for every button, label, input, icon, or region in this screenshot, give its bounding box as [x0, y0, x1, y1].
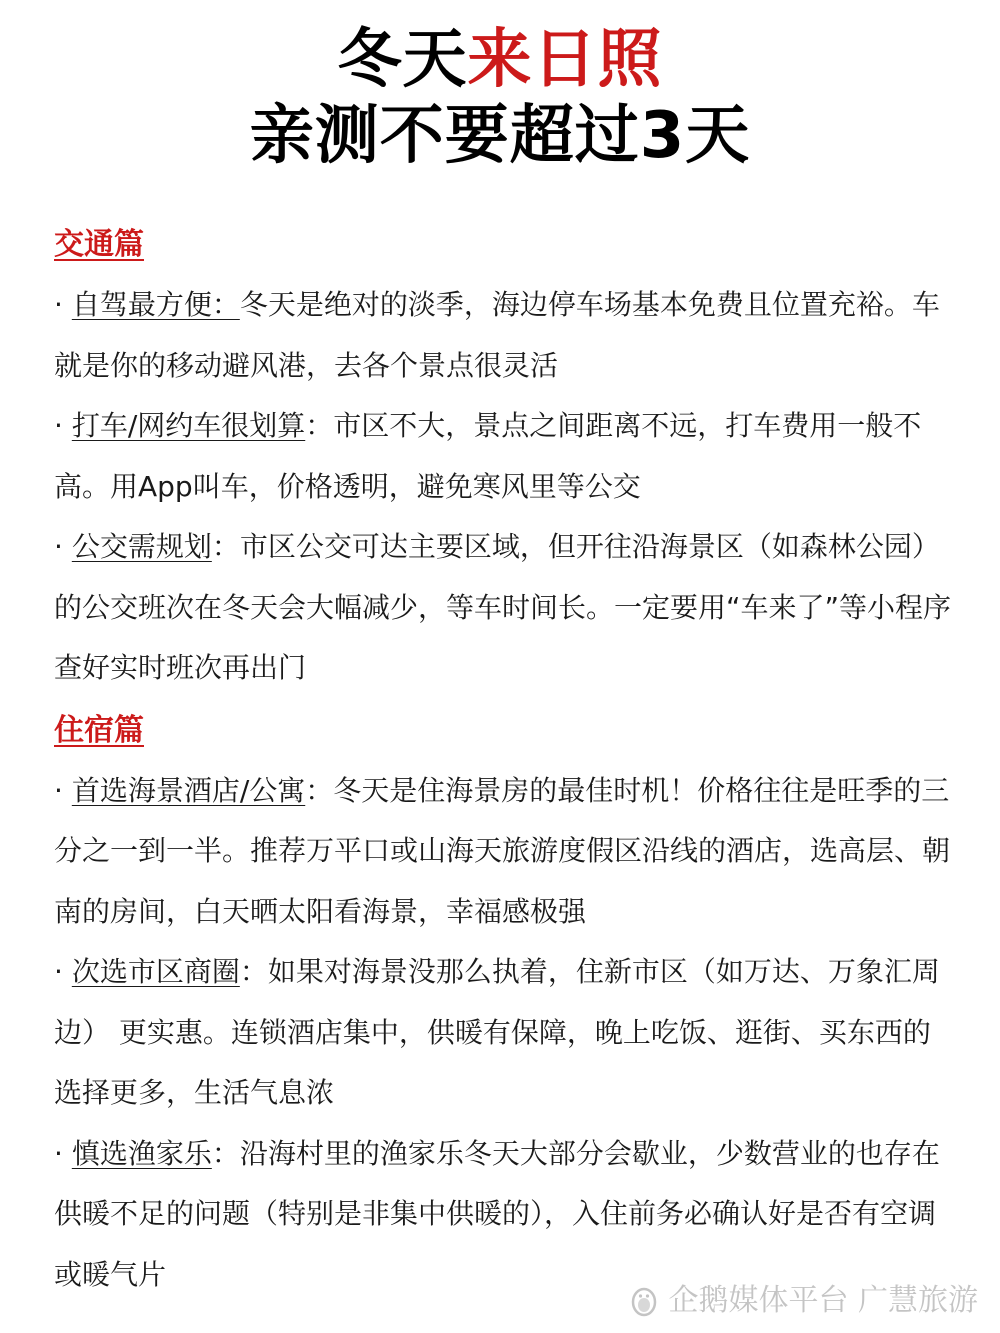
- item-keyword: 自驾最方便：: [71, 288, 240, 321]
- title-prefix: 冬天: [337, 23, 468, 97]
- watermark: [628, 1281, 978, 1321]
- item-keyword: 次选市区商圈: [71, 955, 240, 988]
- section-lodging: [54, 701, 954, 761]
- item-text: ：市区不大，景点之间距离不远，打车费用一般不高。用App叫车，价格透明，避免寒风里等公交: [54, 409, 922, 503]
- item-text: ：如果对海景没那么执着，住新市区（如万达、万象汇周边） 更实惠。连锁酒店集中，供暖有保障，晚上吃饭、逛街、买东西的选择更多，生活气息浓: [54, 955, 940, 1109]
- item-keyword: 打车/网约车很划算: [71, 409, 306, 442]
- item-keyword: 首选海景酒店/公寓: [71, 773, 306, 807]
- list-item-city-center: [54, 942, 954, 1124]
- list-item-bus: [54, 517, 954, 699]
- list-item-seaview-hotel: [54, 761, 954, 943]
- item-text: ：沿海村里的渔家乐冬天大部分会歇业，少数营业的也存在供暖不足的问题（特别是非集中供暖的），入住前务必确认好是否有空调或暖气片: [54, 1136, 940, 1291]
- bullet: ·: [54, 773, 72, 807]
- page-title-line-1: [0, 22, 1000, 98]
- article-body: [54, 215, 954, 1305]
- bullet: ·: [54, 288, 72, 321]
- item-text: ：冬天是住海景房的最佳时机！价格往往是旺季的三分之一到一半。推荐万平口或山海天旅游度假区沿线的酒店，选高层、朝南的房间，白天晒太阳看海景，幸福感极强: [54, 773, 951, 928]
- list-item-self-drive: [54, 275, 954, 396]
- item-text: ：市区公交可达主要区域，但开往沿海景区（如森林公园）的公交班次在冬天会大幅减少，等车时间长。一定要用“车来了”等小程序查好实时班次再出门: [54, 530, 952, 684]
- section-heading-transport: 交通篇: [54, 227, 144, 262]
- item-keyword: 公交需规划: [71, 530, 212, 563]
- title-accent: 来日照: [467, 23, 663, 97]
- item-text: 冬天是绝对的淡季，海边停车场基本免费且位置充裕。车就是你的移动避风港，去各个景点很灵活: [54, 288, 940, 382]
- watermark-text: 企鹅媒体平台 广慧旅游: [668, 1283, 978, 1318]
- list-item-taxi: [54, 396, 954, 517]
- bullet: ·: [54, 409, 72, 442]
- item-keyword: 慎选渔家乐: [71, 1136, 212, 1170]
- bullet: ·: [54, 1136, 72, 1170]
- section-transport: [54, 215, 954, 275]
- penguin-logo-icon: [628, 1285, 660, 1317]
- bullet: ·: [54, 530, 72, 563]
- bullet: ·: [54, 955, 72, 988]
- section-heading-lodging: 住宿篇: [54, 712, 144, 748]
- list-item-fisherman-inn: [54, 1124, 954, 1306]
- page-title-line-2: 亲测不要超过3天: [249, 99, 751, 173]
